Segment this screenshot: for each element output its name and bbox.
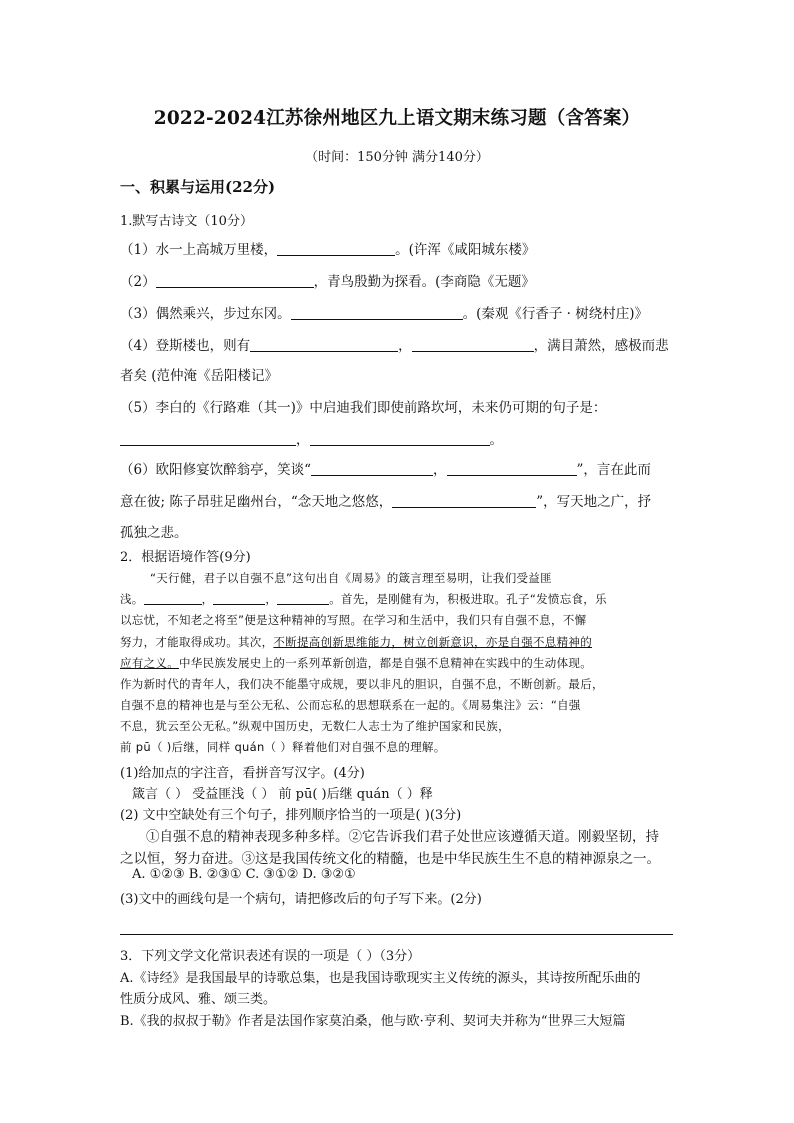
passage-line: 以忘忧，不知老之将至”便是这种精神的写照。在学习和生活中，我们只有自强不息，不懈 (120, 613, 587, 627)
passage-line (120, 591, 607, 607)
q1-line-4-comma: ， (398, 338, 412, 354)
q1-line-5-comma: ， (296, 432, 310, 448)
q1-line-4-cont: 者矣 (范仲淹《岳阳楼记》 (120, 368, 279, 384)
answer-blank[interactable] (310, 431, 490, 446)
q1-line-6-text-2: 意在彼; 陈子昂驻足幽州台，“念天地之悠悠， (120, 494, 393, 510)
q3-option-b: B.《我的叔叔于勒》作者是法国作家莫泊桑，他与欧·亨利、契诃夫并称为“世界三大短篇 (120, 1014, 626, 1029)
answer-blank[interactable] (156, 273, 314, 288)
answer-blank[interactable] (120, 431, 296, 446)
section-heading: 一、积累与运用(22分) (120, 178, 276, 196)
q1-line-4 (120, 334, 669, 354)
q1-line-4-text: （4）登斯楼也，则有 (120, 338, 251, 354)
question-1-heading: 1.默写古诗文（10分） (120, 214, 253, 229)
passage-line: 前 pū（ )后继，同样 quán（ ）释着他们对自强不息的理解。 (120, 740, 446, 754)
q1-line-2-num: （2） (120, 274, 156, 290)
answer-blank[interactable] (277, 592, 329, 605)
passage-line: “天行健，君子以自强不息”这句出自《周易》的箴言理至易明，让我们受益匪 (150, 571, 552, 585)
q2-sub-3: (3)文中的画线句是一个病句，请把修改后的句子写下来。(2分) (120, 892, 482, 907)
q1-line-1 (120, 238, 535, 258)
q1-line-5-period: 。 (489, 432, 503, 448)
passage-line (120, 634, 592, 650)
answer-blank[interactable] (213, 592, 265, 605)
q3-option-a-cont: 性质分成风、雅、颂三类。 (120, 992, 277, 1007)
q1-line-6-comma: ， (433, 462, 447, 478)
q2-sub-2-sentences-cont: 之以恒，努力奋进。③这是我国传统文化的精髓，也是中华民族生生不息的精神源泉之一。 (120, 851, 660, 867)
q1-line-5-answers (120, 428, 503, 448)
q1-line-1-source: 。(许浑《咸阳城东楼》 (395, 242, 536, 258)
passage-line: 作为新时代的青年人，我们决不能墨守成规，要以非凡的胆识，自强不息，不断创新。最后， (120, 677, 604, 691)
q3-option-a: A.《诗经》是我国最早的诗歌总集，也是我国诗歌现实主义传统的源头，其诗按所配乐曲的 (120, 971, 641, 986)
q2-sub-2-sentences: ①自强不息的精神表现多种多样。②它告诉我们君子处世应该遵循天道。刚毅坚韧，持 (146, 829, 659, 845)
q1-line-6-tail-2: ”，写天地之广，抒 (536, 494, 652, 510)
passage-text: 中华民族发展史上的一系列革新创造，都是自强不息精神在实践中的生动体现。 (179, 656, 592, 670)
passage-text: 努力，才能取得成功。其次， (120, 635, 274, 649)
passage-text: 浅。 (120, 592, 144, 606)
passage-comma: ， (201, 592, 214, 606)
exam-time-info: （时间：150分钟 满分140分） (305, 150, 489, 165)
q2-sub-1-items: 箴言（ ） 受益匪浅（ ） 前 pū( )后继 quán（ ）释 (132, 787, 433, 802)
passage-line: 不息，犹云至公无私。”纵观中国历史，无数仁人志士为了维护国家和民族， (120, 719, 510, 733)
passage-line: 自强不息的精神也是与至公无私、公而忘私的思想联系在一起的。《周易集注》云：“自强 (120, 698, 581, 712)
answer-line[interactable] (120, 934, 673, 935)
answer-blank[interactable] (392, 493, 536, 508)
passage-comma: ， (265, 592, 278, 606)
q1-line-6-end: 孤独之悲。 (120, 525, 188, 541)
q1-line-2 (120, 270, 535, 290)
underlined-sentence: 不断提高创新思维能力，树立创新意识，亦是自强不息精神的 (273, 635, 593, 649)
q1-line-6 (120, 458, 651, 478)
q1-line-6-cont (120, 490, 651, 510)
underlined-sentence-end: 应有之义。 (120, 656, 179, 670)
q1-line-4-tail: ，满目萧然，感极而悲 (533, 338, 669, 354)
answer-blank[interactable] (311, 461, 433, 476)
page-title: 2022-2024江苏徐州地区九上语文期末练习题（含答案） (153, 108, 641, 129)
question-3-heading: 3．下列文学文化常识表述有误的一项是（ ）（3分） (120, 949, 421, 964)
answer-blank[interactable] (144, 592, 202, 605)
q2-sub-2: (2) 文中空缺处有三个句子，排列顺序恰当的一项是( )(3分) (120, 808, 462, 823)
q2-sub-1: (1)给加点的字注音，看拼音写汉字。(4分) (120, 766, 365, 781)
question-2-heading: 2．根据语境作答(9分) (120, 550, 251, 565)
passage-line (120, 655, 592, 671)
q1-line-3-text: （3）偶然乘兴，步过东冈。 (120, 306, 291, 322)
q1-line-1-text: （1）水一上高城万里楼， (120, 242, 278, 258)
passage-text: 。首先，是刚健有为，积极进取。孔子“发愤忘食，乐 (329, 592, 607, 606)
answer-blank[interactable] (412, 337, 534, 352)
answer-blank[interactable] (250, 337, 398, 352)
q1-line-2-text: ，青鸟殷勤为探看。(李商隐《无题》 (313, 274, 535, 290)
q2-sub-2-options: A. ①②③ B. ②③① C. ③①② D. ③②① (132, 867, 356, 882)
answer-blank[interactable] (277, 241, 395, 256)
q1-line-6-text: （6）欧阳修宴饮醉翁亭，笑谈“ (120, 462, 311, 478)
q1-line-3 (120, 302, 648, 322)
q1-line-5: （5）李白的《行路难（其一)》中启迪我们即使前路坎坷，未来仍可期的句子是： (120, 400, 607, 416)
q1-line-6-tail: ”，言在此而 (576, 462, 651, 478)
answer-blank[interactable] (447, 461, 577, 476)
q1-line-3-source: 。(秦观《行香子 · 树绕村庄)》 (462, 306, 649, 322)
answer-blank[interactable] (291, 305, 463, 320)
